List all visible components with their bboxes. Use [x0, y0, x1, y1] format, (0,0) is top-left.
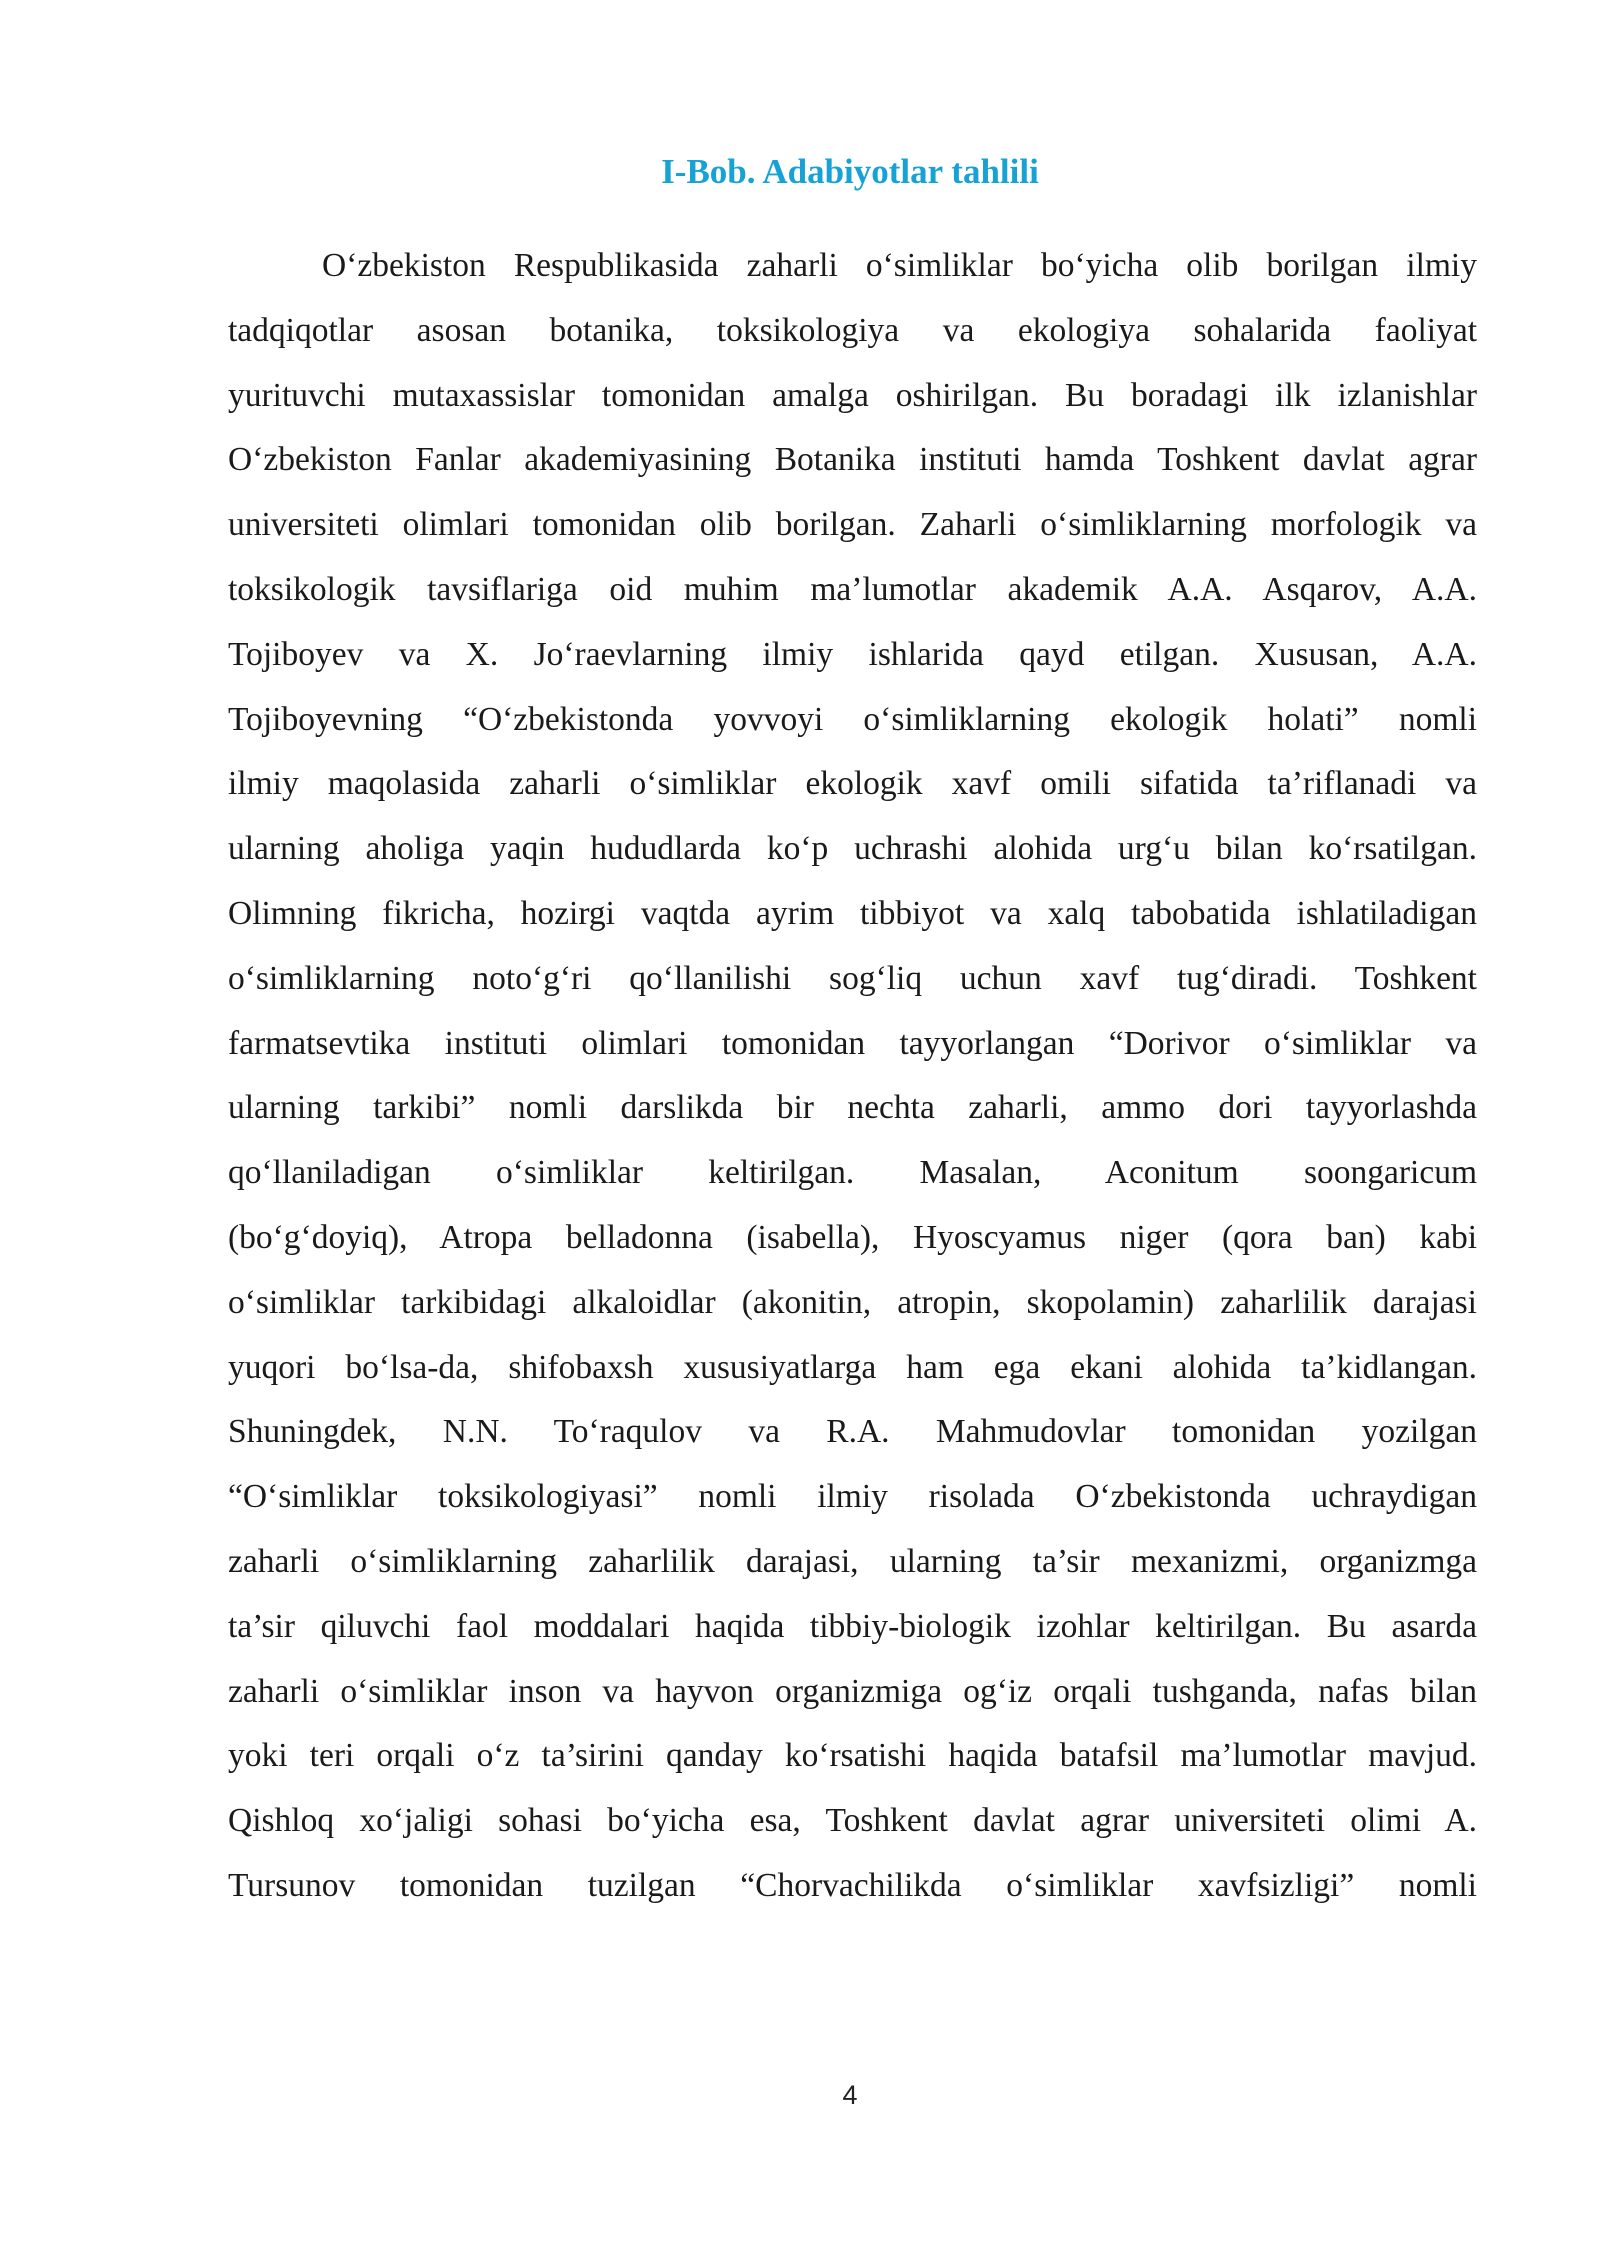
paragraph-line: (bo‘g‘doyiq), Atropa belladonna (isabella), Hyoscyamus niger (qora ban) kabi: [228, 1218, 1477, 1256]
paragraph-line: Tojiboyevning “O‘zbekistonda yovvoyi o‘simliklarning ekologik holati” nomli: [228, 700, 1477, 738]
paragraph-line: o‘simliklar tarkibidagi alkaloidlar (akonitin, atropin, skopolamin) zaharlilik darajasi: [228, 1283, 1477, 1321]
paragraph-line: Qishloq xo‘jaligi sohasi bo‘yicha esa, Toshkent davlat agrar universiteti olimi A.: [228, 1802, 1477, 1840]
paragraph-line: ta’sir qiluvchi faol moddalari haqida tibbiy-biologik izohlar keltirilgan. Bu asarda: [228, 1607, 1477, 1645]
body-paragraph: [228, 234, 1477, 1919]
paragraph-line: zaharli o‘simliklar inson va hayvon organizmiga og‘iz orqali tushganda, nafas bilan: [228, 1672, 1477, 1710]
paragraph-line: tadqiqotlar asosan botanika, toksikologiya va ekologiya sohalarida faoliyat: [228, 311, 1477, 349]
paragraph-line: ilmiy maqolasida zaharli o‘simliklar ekologik xavf omili sifatida ta’riflanadi va: [228, 765, 1477, 803]
paragraph-line: ularning tarkibi” nomli darslikda bir nechta zaharli, ammo dori tayyorlashda: [228, 1089, 1477, 1127]
page-number: 4: [842, 2080, 858, 2110]
paragraph-line: Tojiboyev va X. Jo‘raevlarning ilmiy ishlarida qayd etilgan. Xususan, A.A.: [228, 635, 1477, 673]
paragraph-line: Tursunov tomonidan tuzilgan “Chorvachilikda o‘simliklar xavfsizligi” nomli: [228, 1866, 1477, 1904]
paragraph-line: ularning aholiga yaqin hududlarda ko‘p uchrashi alohida urg‘u bilan ko‘rsatilgan.: [228, 830, 1477, 868]
paragraph-line: farmatsevtika instituti olimlari tomonidan tayyorlangan “Dorivor o‘simliklar va: [228, 1024, 1477, 1062]
paragraph-line: toksikologik tavsiflariga oid muhim ma’lumotlar akademik A.A. Asqarov, A.A.: [228, 570, 1477, 608]
paragraph-line: “O‘simliklar toksikologiyasi” nomli ilmiy risolada O‘zbekistonda uchraydigan: [228, 1478, 1477, 1516]
paragraph-line: universiteti olimlari tomonidan olib borilgan. Zaharli o‘simliklarning morfologik va: [228, 506, 1477, 544]
chapter-heading: I-Bob. Adabiyotlar tahlili: [661, 152, 1039, 191]
paragraph-line: zaharli o‘simliklarning zaharlilik darajasi, ularning ta’sir mexanizmi, organizmga: [228, 1542, 1477, 1580]
paragraph-line: yoki teri orqali o‘z ta’sirini qanday ko‘rsatishi haqida batafsil ma’lumotlar mavjud.: [228, 1737, 1477, 1775]
paragraph-line: o‘simliklarning noto‘g‘ri qo‘llanilishi sog‘liq uchun xavf tug‘diradi. Toshkent: [228, 959, 1477, 997]
paragraph-line: O‘zbekiston Fanlar akademiyasining Botanika instituti hamda Toshkent davlat agrar: [228, 441, 1477, 479]
paragraph-line: Olimning fikricha, hozirgi vaqtda ayrim tibbiyot va xalq tabobatida ishlatiladigan: [228, 894, 1477, 932]
paragraph-line: yuqori bo‘lsa-da, shifobaxsh xususiyatlarga ham ega ekani alohida ta’kidlangan.: [228, 1348, 1477, 1386]
paragraph-line: yurituvchi mutaxassislar tomonidan amalga oshirilgan. Bu boradagi ilk izlanishlar: [228, 376, 1477, 414]
paragraph-line: O‘zbekiston Respublikasida zaharli o‘simliklar bo‘yicha olib borilgan ilmiy: [322, 247, 1477, 284]
paragraph-line: Shuningdek, N.N. To‘raqulov va R.A. Mahmudovlar tomonidan yozilgan: [228, 1413, 1477, 1451]
paragraph-line: qo‘llaniladigan o‘simliklar keltirilgan. Masalan, Aconitum soongaricum: [228, 1154, 1477, 1192]
